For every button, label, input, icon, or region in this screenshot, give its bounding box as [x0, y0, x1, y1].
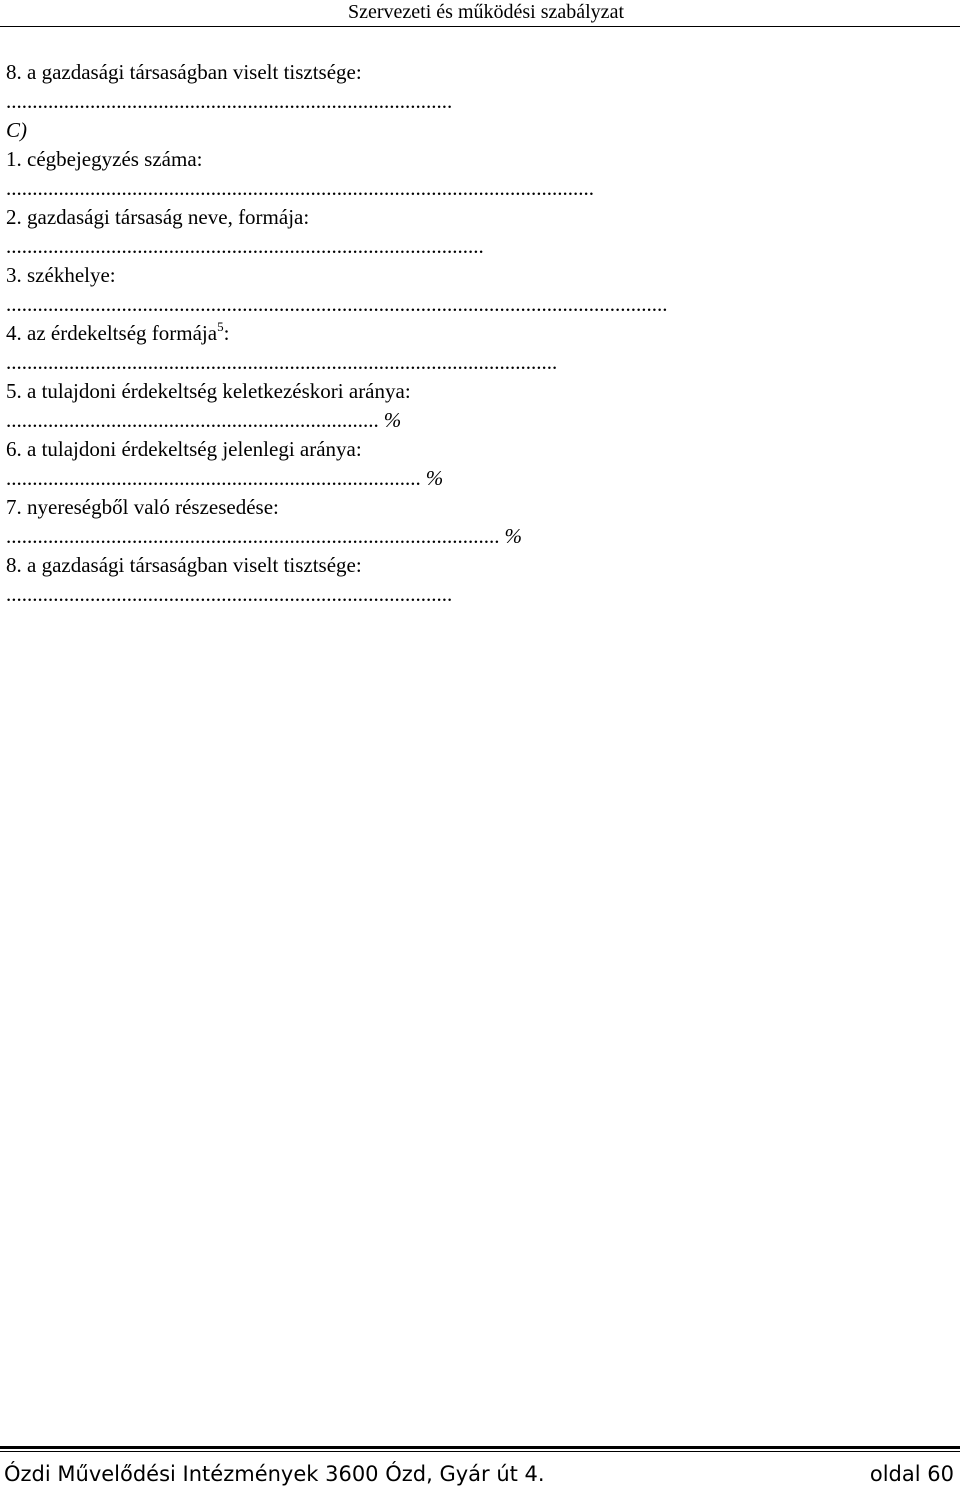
section-heading: C) [6, 118, 27, 142]
footnote-marker[interactable]: 5 [217, 319, 224, 334]
field-label: 8. a gazdasági társaságban viselt tisztsége: [6, 553, 362, 577]
field-label: 4. az érdekeltség formája$^5$: [6, 319, 230, 345]
blank-line: ................................................................................................................ [6, 176, 594, 200]
footer-divider-thick [0, 1446, 960, 1449]
footer-divider-thin [0, 1451, 960, 1452]
form-body [6, 58, 668, 609]
page-number: oldal 60 [869, 1462, 954, 1486]
field-label: 8. a gazdasági társaságban viselt tisztsége: [6, 60, 362, 84]
field-label: 6. a tulajdoni érdekeltség jelenlegi aránya: [6, 437, 362, 461]
blank-line: .............................................................................................................................. [6, 292, 668, 316]
blank-line: ..................................................................................... [6, 582, 453, 606]
field-label: 5. a tulajdoni érdekeltség keletkezéskori aránya: [6, 379, 411, 403]
field-label: 7. nyereségből való részesedése: [6, 495, 279, 519]
field-label: 1. cégbejegyzés száma: [6, 147, 203, 171]
blank-line: ........................................................................................... [6, 234, 484, 258]
blank-line: ....................................................................... % [6, 408, 402, 432]
percent-sign: % [504, 524, 522, 548]
blank-line: .............................................................................................. % [6, 524, 522, 548]
percent-sign: % [383, 408, 402, 432]
field-label: 2. gazdasági társaság neve, formája: [6, 205, 310, 229]
document-title: Szervezeti és működési szabályzat [348, 1, 624, 23]
blank-line: ..................................................................................... [6, 89, 453, 113]
page-header [0, 0, 960, 27]
blank-line: ......................................................................................................... [6, 350, 558, 374]
blank-line: ............................................................................... % [6, 466, 444, 490]
percent-sign: % [425, 466, 444, 490]
field-label: 3. székhelye: [6, 263, 116, 287]
footer-institution: Ózdi Művelődési Intézmények 3600 Ózd, Gyár út 4. [4, 1462, 545, 1486]
